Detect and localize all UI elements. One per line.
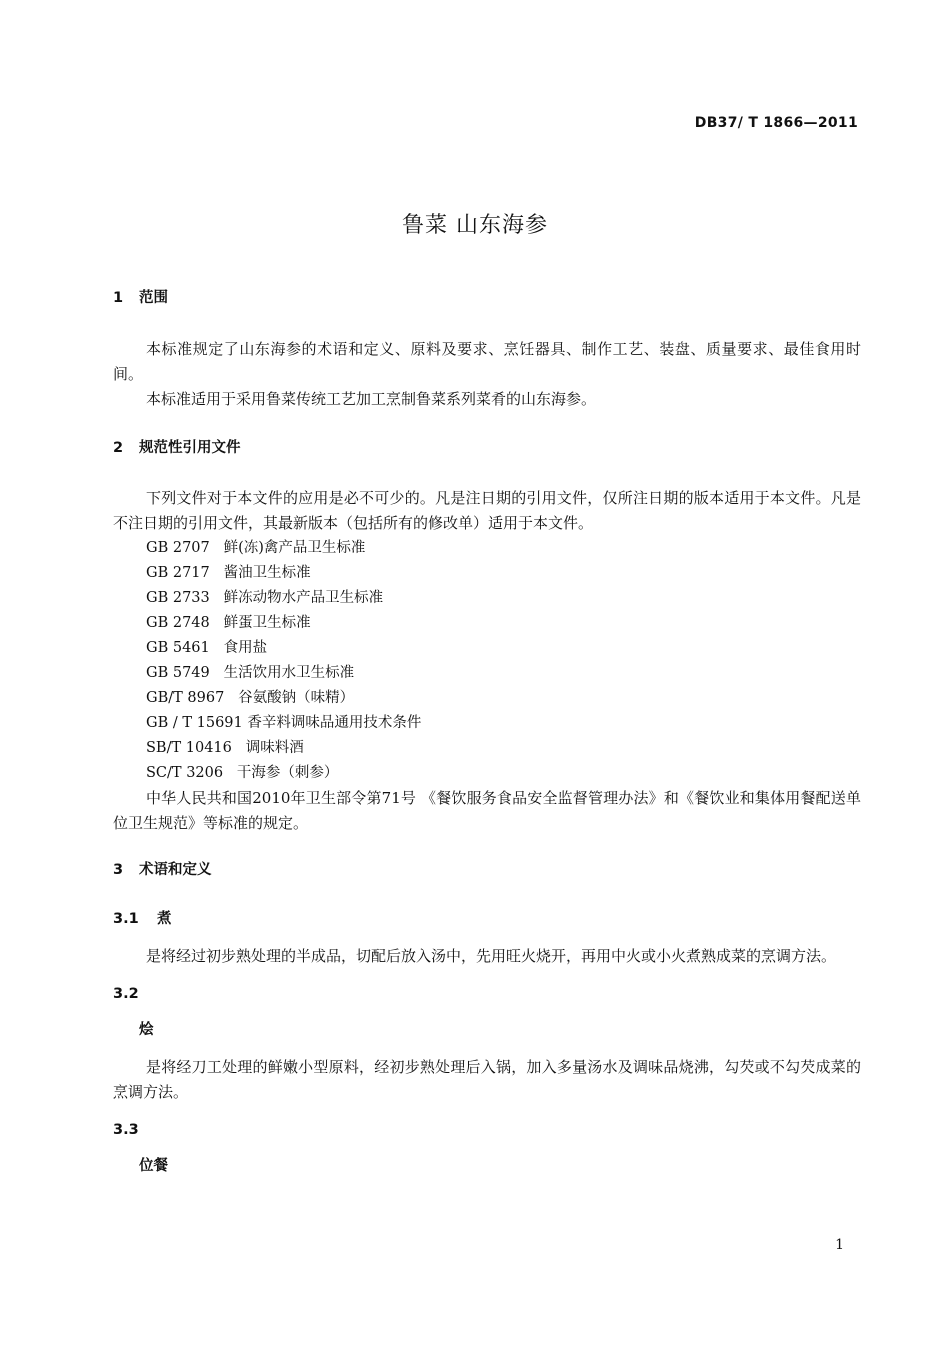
- section-number: 3: [113, 862, 124, 878]
- reference-item: SB/T 10416 调味料酒: [146, 740, 304, 756]
- paragraph: 本标准适用于采用鲁菜传统工艺加工烹制鲁菜系列菜肴的山东海参。: [146, 390, 597, 408]
- term-definition: 是将经刀工处理的鲜嫩小型原料，经初步熟处理后入锅，加入多量汤水及调味品烧沸，勾芡或不勾芡成菜的烹调方法。: [113, 1058, 861, 1101]
- term-title: 烩: [139, 1022, 154, 1038]
- term-number: 3.3: [113, 1122, 139, 1138]
- term-number: 3.2: [113, 986, 139, 1002]
- reference-item: GB / T 15691 香辛料调味品通用技术条件: [146, 715, 422, 731]
- section-number: 1: [113, 290, 124, 306]
- document-body: [113, 287, 861, 1177]
- reference-item: GB 5749 生活饮用水卫生标准: [146, 665, 355, 681]
- section-number: 2: [113, 440, 124, 456]
- page-number: 1: [835, 1237, 844, 1253]
- term-title: 煮: [157, 911, 172, 927]
- reference-item: GB 2707 鲜(冻)禽产品卫生标准: [146, 540, 366, 556]
- reference-item: GB 2733 鲜冻动物水产品卫生标准: [146, 590, 384, 606]
- standard-number: DB37/ T 1866—2011: [694, 115, 858, 131]
- section-title: 术语和定义: [139, 862, 212, 878]
- paragraph: 下列文件对于本文件的应用是必不可少的。凡是注日期的引用文件，仅所注日期的版本适用于本文件。凡是不注日期的引用文件，其最新版本（包括所有的修改单）适用于本文件。: [113, 489, 861, 532]
- document-title: 鲁菜 山东海参: [402, 213, 548, 238]
- section-heading-normative-references: [113, 437, 861, 459]
- reference-item: GB 5461 食用盐: [146, 640, 268, 656]
- term-heading: [113, 908, 861, 930]
- reference-item: SC/T 3206 干海参（刺参）: [146, 765, 339, 781]
- paragraph: 中华人民共和国2010年卫生部令第71号 《餐饮服务食品安全监督管理办法》和《餐饮业和集体用餐配送单位卫生规范》等标准的规定。: [113, 789, 861, 832]
- section-heading-terms: [113, 859, 861, 881]
- section-title: 规范性引用文件: [139, 440, 241, 456]
- reference-item: GB 2748 鲜蛋卫生标准: [146, 615, 311, 631]
- term-definition: 是将经过初步熟处理的半成品，切配后放入汤中，先用旺火烧开，再用中火或小火煮熟成菜的烹调方法。: [146, 947, 837, 965]
- section-heading-scope: [113, 287, 861, 309]
- term-number: 3.1: [113, 911, 139, 927]
- reference-item: GB/T 8967 谷氨酸钠（味精）: [146, 690, 355, 706]
- section-title: 范围: [139, 290, 168, 306]
- reference-item: GB 2717 酱油卫生标准: [146, 565, 311, 581]
- paragraph: 本标准规定了山东海参的术语和定义、原料及要求、烹饪器具、制作工艺、装盘、质量要求、最佳食用时间。: [113, 340, 861, 383]
- term-title: 位餐: [139, 1158, 168, 1174]
